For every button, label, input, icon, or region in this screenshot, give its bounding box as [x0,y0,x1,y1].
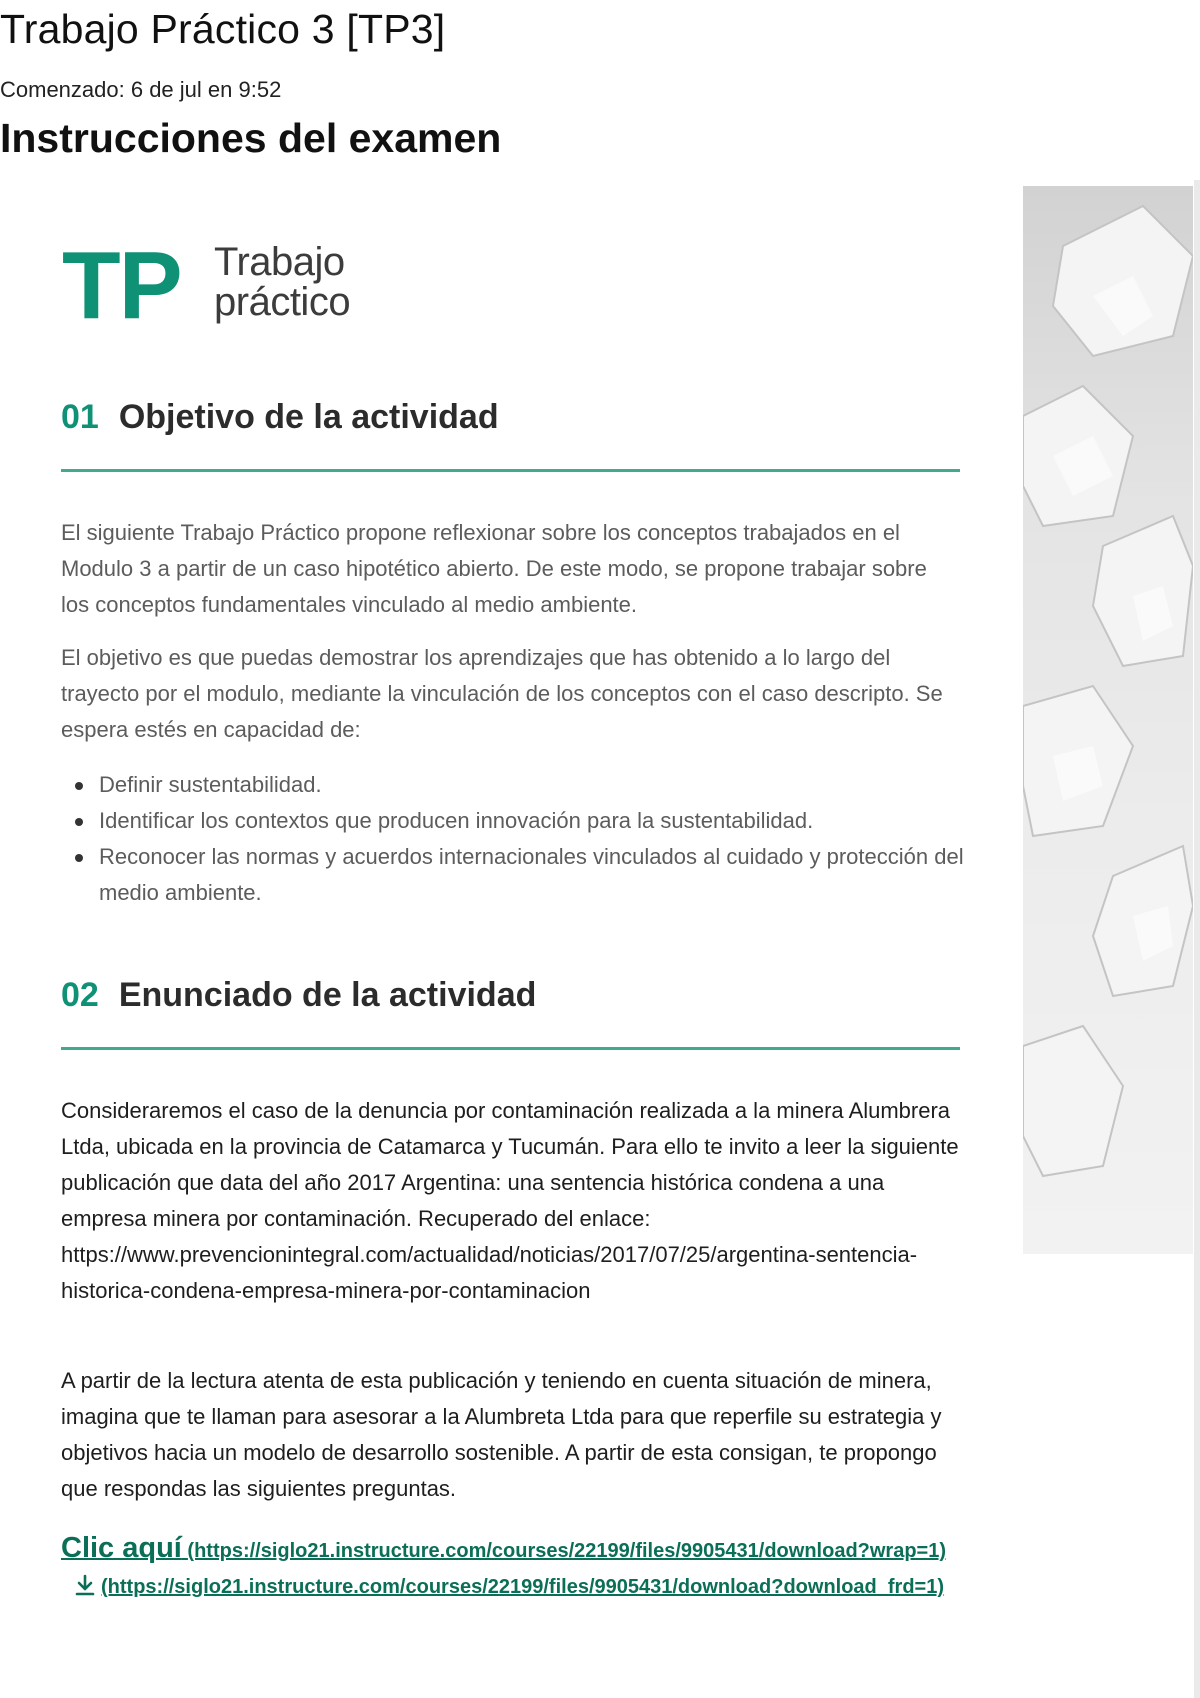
page-title: Trabajo Práctico 3 [TP3] [0,6,446,52]
download-icon[interactable] [73,1573,97,1597]
section-2-paragraph-2: A partir de la lectura atenta de esta publicación y teniendo en cuenta situación de minera, imagina que te llaman para asesorar a la Alumbreta Ltda para que reperfile su estrategia y objetivos hacia un modelo de desarrollo sostenible. A partir de esta consigan, te propongo que respondas las siguientes preguntas. [61,1368,942,1501]
logo-line-2: práctico [214,280,351,324]
click-here-link-label: Clic aquí [61,1532,182,1564]
page-scrollbar[interactable] [1194,180,1200,1698]
section-2-divider [61,1047,960,1050]
section-1-divider [61,469,960,472]
objective-item: Identificar los contextos que producen innovación para la sustentabilidad. [99,803,979,839]
concrete-structure-illustration [1023,186,1193,1254]
section-2-title: Enunciado de la actividad [118,976,537,1014]
tp-logo [62,232,362,339]
exam-instructions-heading: Instrucciones del examen [0,115,502,161]
logo-line-1: Trabajo [214,240,345,284]
logo-text [214,242,350,322]
section-1-title: Objetivo de la actividad [118,398,499,436]
logo-mark: TP [62,232,181,339]
section-1-number: 01 [61,398,99,436]
file-link[interactable] [61,1532,947,1564]
section-2-number: 02 [61,976,99,1014]
section-2-paragraph-1: Consideraremos el caso de la denuncia por contaminación realizada a la minera Alumbrera Ltda, ubicada en la provincia de Catamarca y Tucumán. Para ello te invito a leer la siguiente publicación que data del año 2017 Argentina: una sentencia histórica condena a una empresa minera por contaminación. Recuperado del enlace: https://www.prevencionintegral.com/actualidad/noticias/2017/07/25/argentina-sentencia-historica-condena-empresa-minera-por-contaminacion [61,1098,959,1303]
decorative-banner-image [1023,186,1193,1254]
download-link[interactable]: (https://siglo21.instructure.com/courses/22199/files/9905431/download?download_frd=1) [101,1576,945,1598]
download-links [61,1530,961,1605]
section-1-heading [61,398,499,437]
objective-item: Definir sustentabilidad. [99,767,979,803]
objectives-list [61,767,979,911]
objective-item: Reconocer las normas y acuerdos internacionales vinculados al cuidado y protección del medio ambiente. [99,839,979,911]
section-1-paragraph-2: El objetivo es que puedas demostrar los aprendizajes que has obtenido a lo largo del trayecto por el modulo, mediante la vinculación de los conceptos con el caso descripto. Se espera estés en capacidad de: [61,645,943,742]
file-link-url: (https://siglo21.instructure.com/courses/22199/files/9905431/download?wrap=1) [187,1540,947,1562]
started-timestamp: Comenzado: 6 de jul en 9:52 [0,77,282,102]
section-2-heading [61,976,536,1015]
section-1-paragraph-1: El siguiente Trabajo Práctico propone reflexionar sobre los conceptos trabajados en el Modulo 3 a partir de un caso hipotético abierto. De este modo, se propone trabajar sobre los conceptos fundamentales vinculado al medio ambiente. [61,520,927,617]
